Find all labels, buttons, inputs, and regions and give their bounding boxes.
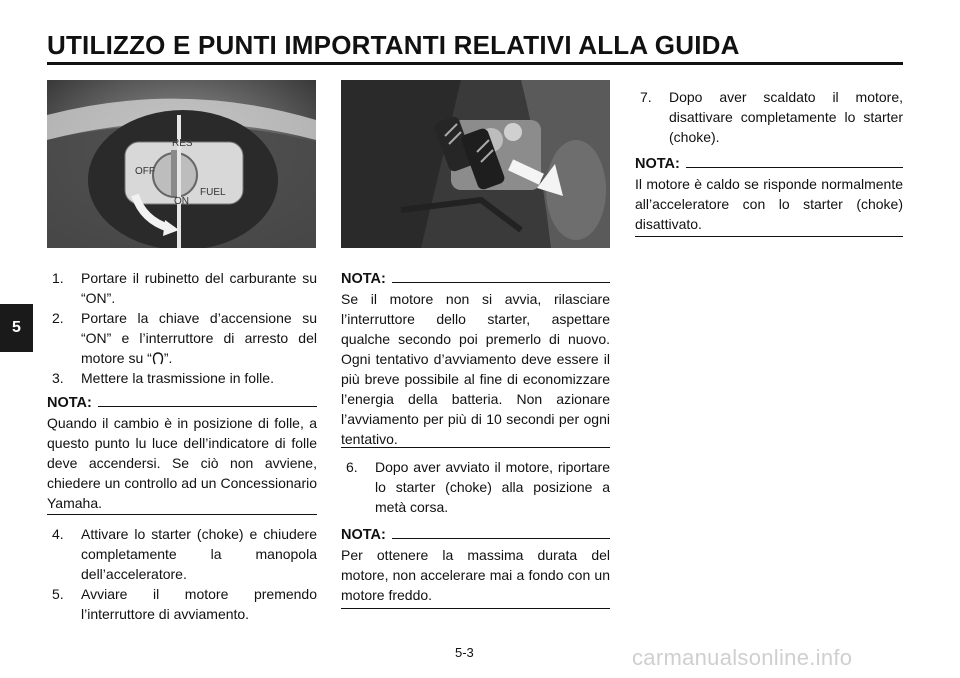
page-title: UTILIZZO E PUNTI IMPORTANTI RELATIVI ALLA GUIDA — [47, 30, 740, 60]
note-heading-text: NOTA: — [635, 156, 680, 172]
note-heading-text: NOTA: — [47, 395, 92, 411]
note-heading-rule — [392, 538, 610, 539]
engine-run-icon — [152, 352, 164, 365]
note-1 — [47, 393, 317, 513]
note-heading — [47, 393, 317, 413]
step-1 — [52, 268, 317, 308]
step-text: Dopo aver scaldato il motore, disattivare completamente lo starter (choke). — [669, 89, 903, 145]
step-number: 3. — [52, 370, 64, 386]
step-number: 6. — [346, 459, 358, 475]
note-text: Il motore è caldo se risponde normalmente all’acceleratore con lo starter (choke) disattivato. — [635, 176, 903, 232]
step-5 — [52, 584, 317, 624]
starter-illustration — [341, 80, 610, 248]
step-text: Attivare lo starter (choke) e chiudere completamente la manopola dell’acceleratore. — [81, 526, 317, 582]
title-rule — [47, 62, 903, 65]
label-fuel: FUEL — [200, 187, 226, 198]
step-text: Mettere la trasmissione in folle. — [81, 370, 274, 386]
step-number: 4. — [52, 526, 64, 542]
note-2-end-rule — [341, 447, 610, 448]
fuel-cock-illustration — [47, 80, 316, 248]
watermark: carmanualsonline.info — [632, 645, 853, 670]
note-text: Per ottenere la massima durata del motore, non accelerare mai a fondo con un motore freddo. — [341, 547, 610, 603]
step-7 — [640, 87, 903, 147]
note-3 — [341, 525, 610, 605]
note-2 — [341, 269, 610, 449]
step-text: Dopo aver avviato il motore, riportare lo starter (choke) alla posizione a metà corsa. — [375, 459, 610, 515]
step-number: 5. — [52, 586, 64, 602]
step-text-part: Portare la chiave d’accensione su “ON” e l’interruttore di arresto del motore su “ — [81, 310, 317, 366]
note-heading — [635, 154, 903, 174]
note-3-end-rule — [341, 608, 610, 609]
note-heading-text: NOTA: — [341, 271, 386, 287]
note-heading-rule — [686, 167, 903, 168]
note-heading-text: NOTA: — [341, 527, 386, 543]
note-heading — [341, 525, 610, 545]
step-number: 2. — [52, 310, 64, 326]
page-number: 5-3 — [455, 645, 474, 660]
note-heading-rule — [98, 406, 317, 407]
step-3 — [52, 368, 317, 388]
step-text — [52, 308, 317, 368]
step-6 — [346, 457, 610, 517]
step-number: 1. — [52, 270, 64, 286]
note-4 — [635, 154, 903, 234]
step-4 — [52, 524, 317, 584]
step-number: 7. — [640, 89, 652, 105]
note-text: Quando il cambio è in posizione di folle, a questo punto lu luce dell’indicatore di folle deve accendersi. Se ciò non avviene, chiedere un controllo ad un Concessionario Yamaha. — [47, 415, 317, 511]
starter-photo — [341, 80, 610, 248]
note-1-end-rule — [47, 514, 317, 515]
step-2 — [52, 308, 317, 368]
step-text: Avviare il motore premendo l’interruttore di avviamento. — [81, 586, 317, 622]
label-off: OFF — [135, 166, 155, 177]
chapter-tab: 5 — [0, 304, 33, 352]
step-text-part: ”. — [163, 350, 173, 366]
note-heading-rule — [392, 282, 610, 283]
label-on: ON — [174, 196, 189, 207]
note-4-end-rule — [635, 236, 903, 237]
step-text: Portare il rubinetto del carburante su “ON”. — [81, 270, 317, 306]
label-res: RES — [172, 138, 193, 149]
note-text: Se il motore non si avvia, rilasciare l’interruttore dello starter, aspettare qualche secondo poi premerlo di nuovo. Ogni tentativo d’avviamento deve essere il più breve possibile al fine di economizzare l’energia della batteria. Non azionare l’avviamento per più di 10 secondi per ogni tentativo. — [341, 291, 610, 447]
note-heading — [341, 269, 610, 289]
fuel-cock-photo — [47, 80, 316, 248]
